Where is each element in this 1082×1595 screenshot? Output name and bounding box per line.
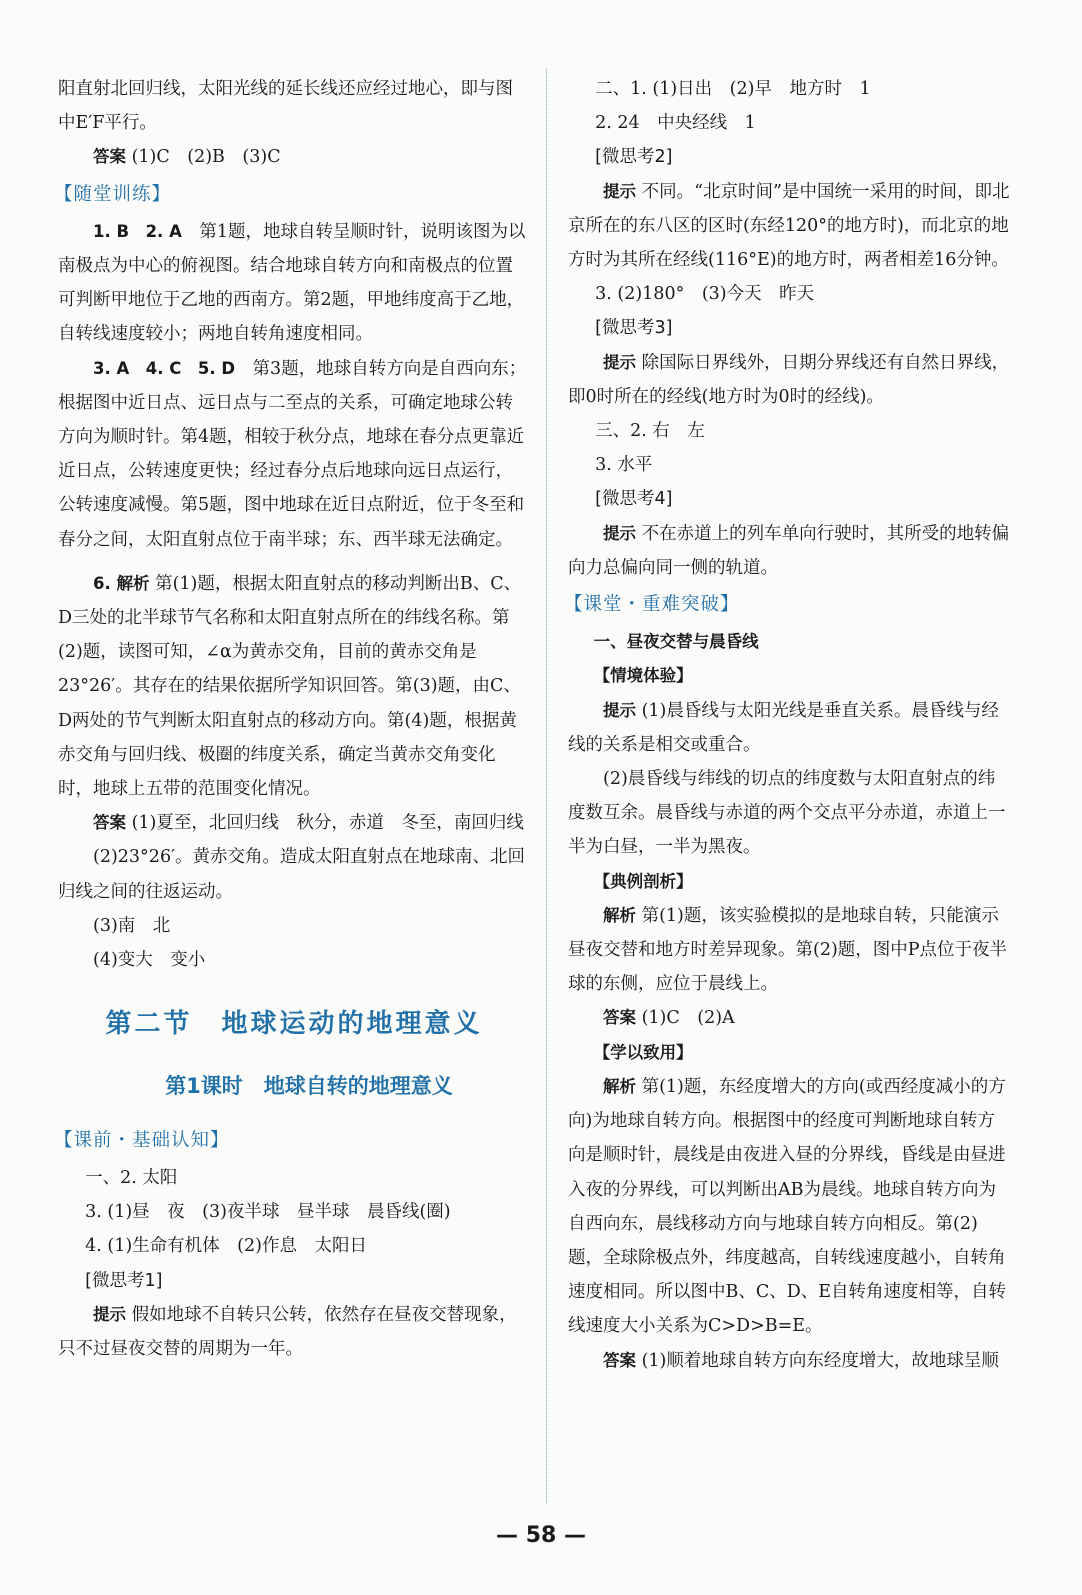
subheading-dianli: 【典例剖析】 <box>593 871 693 891</box>
paragraph: 阳直射北回归线，太阳光线的延长线还应经过地心，即与图中E′F平行。 <box>58 79 513 134</box>
paragraph: 解析 第(1)题，东经度增大的方向(或西经度减小的方向)为地球自转方向。根据图中的经度可判断地球自转方向是顺时针，晨线是由夜进入昼的分界线，昏线是由昼进入夜的分界线，可以判断出AB为晨线。地球自转方向为自西向东，晨线移动方向与地球自转方向相反。第(2)题，全球除极点外，纬度越高，自转线速度越小，自转角速度相同。所以图中B、C、D、E自转角速度相等，自转线速度大小关系为C>D>B=E。 <box>568 1076 1007 1337</box>
right-column <box>564 72 1012 1378</box>
paragraph: (4)变大 变小 <box>93 950 206 971</box>
paragraph: 提示 不在赤道上的列车单向行驶时，其所受的地转偏向力总偏向同一侧的轨道。 <box>568 523 1010 578</box>
think-box-label: [微思考3] <box>595 318 673 339</box>
paragraph: 6. 解析 第(1)题，根据太阳直射点的移动判断出B、C、D三处的北半球节气名称和太阳直射点所在的纬线名称。第(2)题，读图可知，∠α为黄赤交角，目前的黄赤交角是23°26′。其存在的结果依据所学知识回答。第(3)题，由C、D两处的节气判断太阳直射点的移动方向。第(4)题，根据黄赤交角与回归线、极圈的纬度关系，确定当黄赤交角变化时，地球上五带的范围变化情况。 <box>58 573 522 800</box>
section-title: 第二节 地球运动的地理意义 <box>105 1009 483 1040</box>
heading-suitang: 【随堂训练】 <box>54 183 172 205</box>
heading-kqian: 【课前・基础认知】 <box>54 1129 230 1151</box>
subheading-xueyi: 【学以致用】 <box>593 1042 693 1062</box>
paragraph: 一、2. 太阳 <box>85 1167 178 1188</box>
paragraph: 3. (1)昼 夜 (3)夜半球 昼半球 晨昏线(圈) <box>85 1202 451 1223</box>
think-box-label: [微思考4] <box>595 489 673 510</box>
paragraph: 三、2. 右 左 <box>595 421 705 442</box>
paragraph: (2)23°26′。黄赤交角。造成太阳直射点在地球南、北回归线之间的往返运动。 <box>58 847 526 902</box>
paragraph: 4. (1)生命有机体 (2)作息 太阳日 <box>85 1236 367 1257</box>
answer-line: 答案 (1)C (2)B (3)C <box>93 147 281 168</box>
paragraph: 3. A 4. C 5. D 第3题，地球自转方向是自西向东；根据图中近日点、远日点与二至点的关系，可确定地球公转方向为顺时针。第4题，相较于秋分点，地球在春分点更靠近近日点，公转速度更快；经过春分点后地球向远日点运行，公转速度减慢。第5题，图中地球在近日点附近，位于冬至和春分之间，太阳直射点位于南半球；东、西半球无法确定。 <box>58 358 527 550</box>
column-divider <box>546 68 547 1503</box>
paragraph: 提示 除国际日界线外，日期分界线还有自然日界线，即0时所在的经线(地方时为0时的经线)。 <box>568 352 1010 407</box>
paragraph: 2. 24 中央经线 1 <box>595 113 756 134</box>
lesson-title: 第1课时 地球自转的地理意义 <box>165 1074 453 1099</box>
subheading: 一、昼夜交替与晨昏线 <box>593 632 759 652</box>
paragraph: 3. 水平 <box>595 455 653 476</box>
paragraph: (3)南 北 <box>93 915 171 936</box>
left-column <box>54 72 530 1366</box>
paragraph: 解析 第(1)题，该实验模拟的是地球自转，只能演示昼夜交替和地方时差异现象。第(2)题，图中P点位于夜半球的东侧，应位于晨线上。 <box>568 905 1008 995</box>
paragraph: 提示 假如地球不自转只公转，依然存在昼夜交替现象，只不过昼夜交替的周期为一年。 <box>58 1304 517 1359</box>
paragraph: 提示 不同。“北京时间”是中国统一采用的时间，即北京所在的东八区的区时(东经120°的地方时)，而北京的地方时为其所在经线(116°E)的地方时，两者相差16分钟。 <box>568 181 1010 271</box>
heading-ketang: 【课堂・重难突破】 <box>564 594 740 616</box>
subheading-qingjing: 【情境体验】 <box>593 666 693 686</box>
answer-line: 答案 (1)顺着地球自转方向东经度增大，故地球呈顺 <box>603 1350 999 1371</box>
paragraph: 3. (2)180° (3)今天 昨天 <box>595 284 815 305</box>
think-box-label: [微思考2] <box>595 147 673 168</box>
paragraph: 二、1. (1)日出 (2)早 地方时 1 <box>595 79 871 99</box>
paragraph: 1. B 2. A 第1题，地球自转呈顺时针，说明该图为以南极点为中心的俯视图。结合地球自转方向和南极点的位置可判断甲地位于乙地的西南方。第2题，甲地纬度高于乙地，自转线速度较小；两地自转角速度相同。 <box>58 221 526 345</box>
answer-line: 答案 (1)夏至，北回归线 秋分，赤道 冬至，南回归线 <box>93 813 524 834</box>
page-number: — 58 — <box>496 1523 586 1548</box>
think-box-label: [微思考1] <box>85 1270 163 1291</box>
answer-line: 答案 (1)C (2)A <box>603 1008 735 1029</box>
paragraph: 提示 (1)晨昏线与太阳光线是垂直关系。晨昏线与经线的关系是相交或重合。 <box>568 700 999 755</box>
paragraph: (2)晨昏线与纬线的切点的纬度数与太阳直射点的纬度数互余。晨昏线与赤道的两个交点平分赤道，赤道上一半为白昼，一半为黑夜。 <box>568 769 1006 858</box>
